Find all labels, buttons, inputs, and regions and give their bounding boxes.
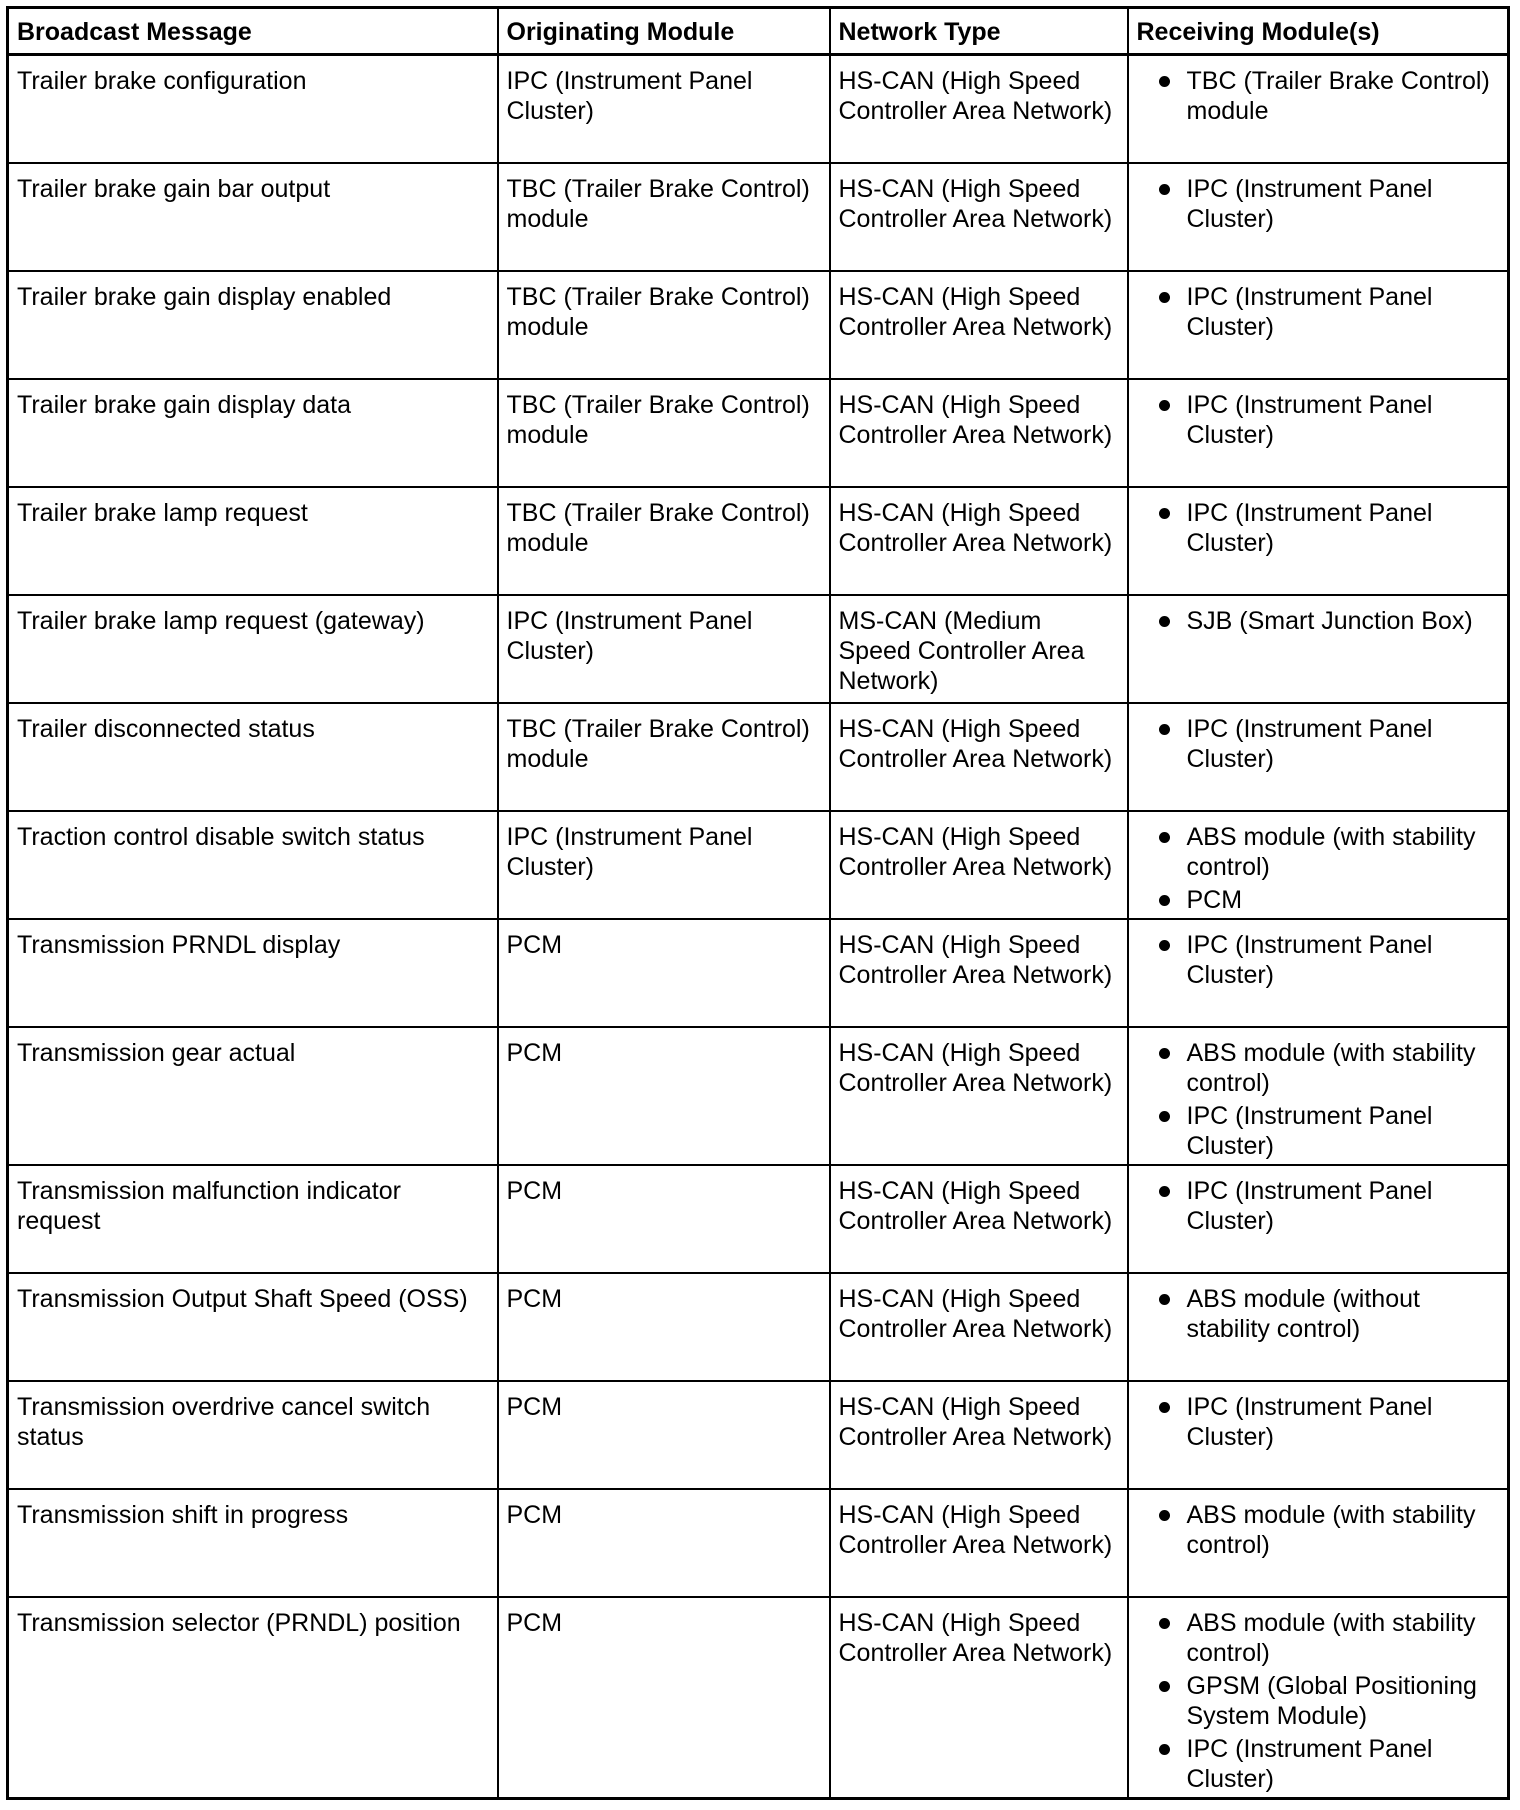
bullet-icon xyxy=(1159,1294,1170,1305)
cell-broadcast-message: Transmission shift in progress xyxy=(8,1489,498,1597)
bullet-icon xyxy=(1159,940,1170,951)
receiving-module-label: IPC (Instrument Panel Cluster) xyxy=(1186,1735,1433,1793)
receiving-module-list xyxy=(1137,390,1500,450)
list-item xyxy=(1137,1671,1500,1731)
bullet-icon xyxy=(1159,724,1170,735)
cell-network-type: HS-CAN (High Speed Controller Area Network) xyxy=(830,163,1128,271)
receiving-module-list xyxy=(1137,66,1500,126)
bullet-icon xyxy=(1159,1681,1170,1692)
cell-receiving-modules xyxy=(1128,1273,1509,1381)
receiving-module-label: ABS module (with stability control) xyxy=(1186,1039,1476,1097)
list-item xyxy=(1137,885,1500,915)
receiving-module-list xyxy=(1137,1038,1500,1161)
list-item xyxy=(1137,498,1500,558)
cell-receiving-modules xyxy=(1128,919,1509,1027)
list-item xyxy=(1137,1176,1500,1236)
cell-receiving-modules xyxy=(1128,1597,1509,1799)
cell-originating-module: PCM xyxy=(498,1489,830,1597)
cell-broadcast-message: Transmission overdrive cancel switch status xyxy=(8,1381,498,1489)
cell-network-type: HS-CAN (High Speed Controller Area Network) xyxy=(830,271,1128,379)
cell-receiving-modules xyxy=(1128,379,1509,487)
cell-originating-module: TBC (Trailer Brake Control) module xyxy=(498,703,830,811)
receiving-module-list xyxy=(1137,822,1500,915)
list-item xyxy=(1137,1038,1500,1098)
table-row xyxy=(8,1273,1509,1381)
list-item xyxy=(1137,282,1500,342)
cell-receiving-modules xyxy=(1128,487,1509,595)
receiving-module-label: PCM xyxy=(1186,886,1243,914)
bullet-icon xyxy=(1159,508,1170,519)
bullet-icon xyxy=(1159,1618,1170,1629)
list-item xyxy=(1137,606,1500,636)
table-row xyxy=(8,163,1509,271)
cell-originating-module: PCM xyxy=(498,1165,830,1273)
cell-originating-module: IPC (Instrument Panel Cluster) xyxy=(498,811,830,919)
table-row xyxy=(8,55,1509,164)
receiving-module-label: IPC (Instrument Panel Cluster) xyxy=(1186,715,1433,773)
bullet-icon xyxy=(1159,400,1170,411)
cell-originating-module: PCM xyxy=(498,919,830,1027)
bullet-icon xyxy=(1159,895,1170,906)
table-row xyxy=(8,1381,1509,1489)
table-row xyxy=(8,811,1509,919)
bullet-icon xyxy=(1159,292,1170,303)
table-row xyxy=(8,1597,1509,1799)
cell-broadcast-message: Trailer brake configuration xyxy=(8,55,498,164)
bullet-icon xyxy=(1159,616,1170,627)
header-broadcast-message: Broadcast Message xyxy=(8,8,498,55)
list-item xyxy=(1137,1101,1500,1161)
cell-network-type: HS-CAN (High Speed Controller Area Network) xyxy=(830,1489,1128,1597)
receiving-module-list xyxy=(1137,174,1500,234)
receiving-module-label: ABS module (with stability control) xyxy=(1186,1609,1476,1667)
cell-network-type: HS-CAN (High Speed Controller Area Network) xyxy=(830,1597,1128,1799)
cell-network-type: HS-CAN (High Speed Controller Area Network) xyxy=(830,811,1128,919)
list-item xyxy=(1137,1734,1500,1794)
cell-broadcast-message: Trailer brake gain bar output xyxy=(8,163,498,271)
cell-originating-module: PCM xyxy=(498,1381,830,1489)
table-body xyxy=(8,55,1509,1799)
receiving-module-list xyxy=(1137,1176,1500,1236)
cell-receiving-modules xyxy=(1128,271,1509,379)
bullet-icon xyxy=(1159,832,1170,843)
cell-broadcast-message: Trailer disconnected status xyxy=(8,703,498,811)
receiving-module-label: IPC (Instrument Panel Cluster) xyxy=(1186,499,1433,557)
cell-network-type: MS-CAN (Medium Speed Controller Area Network) xyxy=(830,595,1128,703)
list-item xyxy=(1137,930,1500,990)
list-item xyxy=(1137,174,1500,234)
cell-network-type: HS-CAN (High Speed Controller Area Network) xyxy=(830,1381,1128,1489)
receiving-module-label: TBC (Trailer Brake Control) module xyxy=(1186,67,1490,125)
cell-broadcast-message: Transmission malfunction indicator request xyxy=(8,1165,498,1273)
bullet-icon xyxy=(1159,1186,1170,1197)
cell-receiving-modules xyxy=(1128,703,1509,811)
list-item xyxy=(1137,390,1500,450)
table-row xyxy=(8,703,1509,811)
receiving-module-list xyxy=(1137,1608,1500,1794)
cell-broadcast-message: Trailer brake lamp request xyxy=(8,487,498,595)
table-header-row xyxy=(8,8,1509,55)
broadcast-message-table xyxy=(6,6,1510,1800)
bullet-icon xyxy=(1159,1744,1170,1755)
receiving-module-label: IPC (Instrument Panel Cluster) xyxy=(1186,283,1433,341)
cell-network-type: HS-CAN (High Speed Controller Area Network) xyxy=(830,1165,1128,1273)
table-row xyxy=(8,1489,1509,1597)
cell-originating-module: IPC (Instrument Panel Cluster) xyxy=(498,595,830,703)
cell-originating-module: IPC (Instrument Panel Cluster) xyxy=(498,55,830,164)
receiving-module-list xyxy=(1137,1392,1500,1452)
cell-receiving-modules xyxy=(1128,811,1509,919)
cell-originating-module: TBC (Trailer Brake Control) module xyxy=(498,163,830,271)
cell-network-type: HS-CAN (High Speed Controller Area Network) xyxy=(830,1027,1128,1165)
receiving-module-list xyxy=(1137,606,1500,636)
table-row xyxy=(8,379,1509,487)
list-item xyxy=(1137,1392,1500,1452)
receiving-module-list xyxy=(1137,930,1500,990)
cell-network-type: HS-CAN (High Speed Controller Area Network) xyxy=(830,703,1128,811)
cell-broadcast-message: Transmission gear actual xyxy=(8,1027,498,1165)
cell-broadcast-message: Traction control disable switch status xyxy=(8,811,498,919)
table-row xyxy=(8,1027,1509,1165)
bullet-icon xyxy=(1159,1048,1170,1059)
table-row xyxy=(8,1165,1509,1273)
cell-broadcast-message: Trailer brake gain display enabled xyxy=(8,271,498,379)
list-item xyxy=(1137,66,1500,126)
bullet-icon xyxy=(1159,1111,1170,1122)
cell-receiving-modules xyxy=(1128,1027,1509,1165)
table-row xyxy=(8,919,1509,1027)
cell-broadcast-message: Transmission Output Shaft Speed (OSS) xyxy=(8,1273,498,1381)
cell-network-type: HS-CAN (High Speed Controller Area Network) xyxy=(830,487,1128,595)
receiving-module-label: GPSM (Global Positioning System Module) xyxy=(1186,1672,1477,1730)
broadcast-message-table-container xyxy=(6,6,1507,1800)
cell-receiving-modules xyxy=(1128,1165,1509,1273)
cell-network-type: HS-CAN (High Speed Controller Area Network) xyxy=(830,919,1128,1027)
receiving-module-label: IPC (Instrument Panel Cluster) xyxy=(1186,1393,1433,1451)
receiving-module-list xyxy=(1137,282,1500,342)
list-item xyxy=(1137,822,1500,882)
cell-network-type: HS-CAN (High Speed Controller Area Network) xyxy=(830,55,1128,164)
cell-originating-module: TBC (Trailer Brake Control) module xyxy=(498,379,830,487)
cell-network-type: HS-CAN (High Speed Controller Area Network) xyxy=(830,1273,1128,1381)
list-item xyxy=(1137,714,1500,774)
list-item xyxy=(1137,1608,1500,1668)
table-row xyxy=(8,595,1509,703)
cell-receiving-modules xyxy=(1128,595,1509,703)
cell-originating-module: TBC (Trailer Brake Control) module xyxy=(498,271,830,379)
list-item xyxy=(1137,1500,1500,1560)
receiving-module-label: IPC (Instrument Panel Cluster) xyxy=(1186,1177,1433,1235)
cell-receiving-modules xyxy=(1128,163,1509,271)
cell-broadcast-message: Trailer brake gain display data xyxy=(8,379,498,487)
receiving-module-list xyxy=(1137,498,1500,558)
cell-network-type: HS-CAN (High Speed Controller Area Network) xyxy=(830,379,1128,487)
cell-originating-module: PCM xyxy=(498,1273,830,1381)
receiving-module-label: IPC (Instrument Panel Cluster) xyxy=(1186,175,1433,233)
cell-originating-module: PCM xyxy=(498,1027,830,1165)
cell-receiving-modules xyxy=(1128,1489,1509,1597)
bullet-icon xyxy=(1159,184,1170,195)
header-network-type: Network Type xyxy=(830,8,1128,55)
cell-receiving-modules xyxy=(1128,55,1509,164)
receiving-module-list xyxy=(1137,1500,1500,1560)
cell-broadcast-message: Transmission selector (PRNDL) position xyxy=(8,1597,498,1799)
header-originating-module: Originating Module xyxy=(498,8,830,55)
receiving-module-label: IPC (Instrument Panel Cluster) xyxy=(1186,391,1433,449)
cell-broadcast-message: Trailer brake lamp request (gateway) xyxy=(8,595,498,703)
cell-broadcast-message: Transmission PRNDL display xyxy=(8,919,498,1027)
receiving-module-label: IPC (Instrument Panel Cluster) xyxy=(1186,1102,1433,1160)
cell-originating-module: PCM xyxy=(498,1597,830,1799)
receiving-module-label: SJB (Smart Junction Box) xyxy=(1186,607,1473,635)
receiving-module-label: ABS module (with stability control) xyxy=(1186,1501,1476,1559)
receiving-module-label: ABS module (without stability control) xyxy=(1186,1285,1420,1343)
bullet-icon xyxy=(1159,76,1170,87)
bullet-icon xyxy=(1159,1510,1170,1521)
cell-receiving-modules xyxy=(1128,1381,1509,1489)
bullet-icon xyxy=(1159,1402,1170,1413)
list-item xyxy=(1137,1284,1500,1344)
table-row xyxy=(8,487,1509,595)
header-receiving-modules: Receiving Module(s) xyxy=(1128,8,1509,55)
receiving-module-list xyxy=(1137,1284,1500,1344)
receiving-module-label: IPC (Instrument Panel Cluster) xyxy=(1186,931,1433,989)
receiving-module-list xyxy=(1137,714,1500,774)
cell-originating-module: TBC (Trailer Brake Control) module xyxy=(498,487,830,595)
table-row xyxy=(8,271,1509,379)
receiving-module-label: ABS module (with stability control) xyxy=(1186,823,1476,881)
